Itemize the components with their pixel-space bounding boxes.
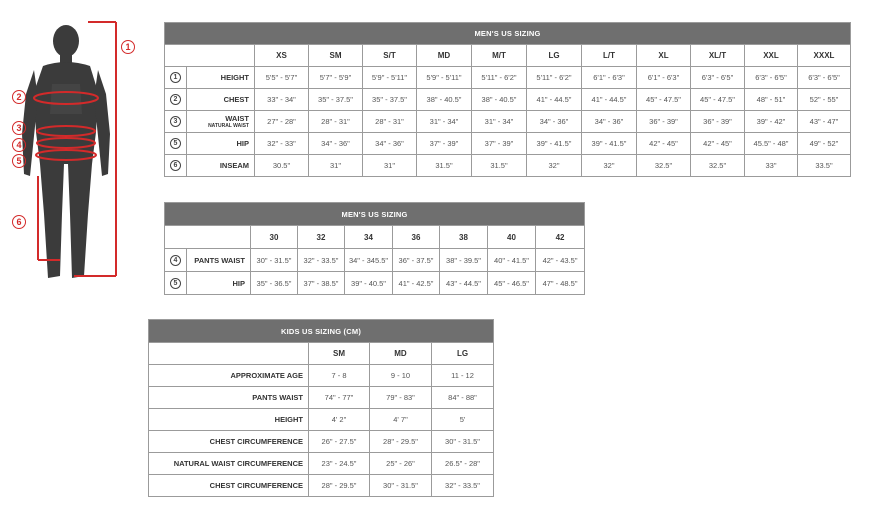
table-cell: 26" - 27.5" — [309, 431, 370, 453]
table-row — [149, 387, 494, 409]
row-label: HEIGHT — [187, 67, 255, 89]
table-cell: 43" - 44.5" — [440, 272, 488, 295]
size-header: SM — [309, 45, 363, 67]
row-label: CHEST — [187, 89, 255, 111]
table-row — [165, 133, 851, 155]
measure-number: 6 — [170, 160, 181, 171]
table-cell: 6'1" - 6'3" — [582, 67, 637, 89]
table-cell: 34" - 36" — [527, 111, 582, 133]
marker-2: 2 — [12, 90, 26, 104]
table-cell: 4' 7" — [370, 409, 432, 431]
table-cell: 36" - 39" — [637, 111, 691, 133]
marker-5: 5 — [12, 154, 26, 168]
mens-sizing-table — [164, 22, 851, 177]
table-row — [165, 89, 851, 111]
table-cell: 43" - 47" — [798, 111, 851, 133]
size-header: XS — [255, 45, 309, 67]
measure-number: 1 — [170, 72, 181, 83]
size-header: MD — [370, 343, 432, 365]
size-header: 42 — [536, 226, 585, 249]
mens-table-title: MEN'S US SIZING — [165, 23, 851, 45]
table-cell: 5'7" - 5'9" — [309, 67, 363, 89]
table-cell: 52" - 55" — [798, 89, 851, 111]
row-label: CHEST CIRCUMFERENCE — [149, 431, 309, 453]
table-row — [149, 409, 494, 431]
table-cell: 34" - 36" — [363, 133, 417, 155]
table-cell: 28" - 31" — [309, 111, 363, 133]
table-cell: 41" - 42.5" — [393, 272, 440, 295]
table-row — [165, 155, 851, 177]
table-cell: 45" - 47.5" — [637, 89, 691, 111]
table-cell: 47" - 48.5" — [536, 272, 585, 295]
table-cell: 30" - 31.5" — [370, 475, 432, 497]
table-cell: 34" - 345.5" — [345, 249, 393, 272]
size-header: XL — [637, 45, 691, 67]
marker-6: 6 — [12, 215, 26, 229]
table-cell: 31" - 34" — [472, 111, 527, 133]
table-cell: 42" - 43.5" — [536, 249, 585, 272]
row-label: NATURAL WAIST CIRCUMFERENCE — [149, 453, 309, 475]
kids-sizing-table — [148, 319, 494, 497]
table-cell: 31" — [309, 155, 363, 177]
table-cell: 45" - 46.5" — [488, 272, 536, 295]
table-cell: 38" - 39.5" — [440, 249, 488, 272]
kids-table-title: KIDS US SIZING (CM) — [149, 320, 494, 343]
table-row — [149, 431, 494, 453]
table-cell: 32" — [582, 155, 637, 177]
table-row — [165, 111, 851, 133]
table-cell: 36" - 39" — [691, 111, 745, 133]
table-cell: 5' — [432, 409, 494, 431]
marker-3: 3 — [12, 121, 26, 135]
table-cell: 5'9" - 5'11" — [363, 67, 417, 89]
table-cell: 39" - 40.5" — [345, 272, 393, 295]
size-header: XXXL — [798, 45, 851, 67]
table-cell: 31" - 34" — [417, 111, 472, 133]
table-cell: 36" - 37.5" — [393, 249, 440, 272]
table-cell: 6'3" - 6'5" — [691, 67, 745, 89]
table-cell: 84" - 88" — [432, 387, 494, 409]
size-header: L/T — [582, 45, 637, 67]
table-cell: 5'5" - 5'7" — [255, 67, 309, 89]
row-label-sub: NATURAL WAIST — [208, 122, 249, 129]
row-label: HIP — [187, 133, 255, 155]
row-label — [187, 111, 255, 133]
table-cell: 7 - 8 — [309, 365, 370, 387]
table-cell: 41" - 44.5" — [582, 89, 637, 111]
table-cell: 35" - 37.5" — [309, 89, 363, 111]
marker-1: 1 — [121, 40, 135, 54]
size-header: LG — [527, 45, 582, 67]
size-header: S/T — [363, 45, 417, 67]
table-cell: 37" - 39" — [472, 133, 527, 155]
table-cell: 42" - 45" — [637, 133, 691, 155]
size-header: XXL — [745, 45, 798, 67]
size-header: 30 — [251, 226, 298, 249]
table-row — [149, 475, 494, 497]
table-cell: 11 - 12 — [432, 365, 494, 387]
table-cell: 5'11" - 6'2" — [527, 67, 582, 89]
size-header: 32 — [298, 226, 345, 249]
row-label: HEIGHT — [149, 409, 309, 431]
table-cell: 9 - 10 — [370, 365, 432, 387]
table-cell: 32.5" — [691, 155, 745, 177]
table-cell: 34" - 36" — [309, 133, 363, 155]
mannequin-illustration — [8, 14, 148, 294]
size-header: M/T — [472, 45, 527, 67]
row-label-main: WAIST — [225, 113, 249, 123]
row-label: HIP — [187, 272, 251, 295]
table-cell: 39" - 41.5" — [582, 133, 637, 155]
table-cell: 45.5" - 48" — [745, 133, 798, 155]
table-cell: 35" - 37.5" — [363, 89, 417, 111]
table-cell: 6'3" - 6'5" — [798, 67, 851, 89]
row-label: CHEST CIRCUMFERENCE — [149, 475, 309, 497]
kids-size-header-row — [149, 343, 494, 365]
table-cell: 5'9" - 5'11" — [417, 67, 472, 89]
mens-pants-sizing-table — [164, 202, 585, 295]
table-cell: 32.5" — [637, 155, 691, 177]
table-cell: 33.5" — [798, 155, 851, 177]
table-cell: 39" - 42" — [745, 111, 798, 133]
table-cell: 30" - 31.5" — [251, 249, 298, 272]
table-row — [149, 453, 494, 475]
table-cell: 37" - 38.5" — [298, 272, 345, 295]
table-cell: 32" - 33.5" — [298, 249, 345, 272]
table-cell: 32" - 33" — [255, 133, 309, 155]
size-header: 40 — [488, 226, 536, 249]
table-cell: 39" - 41.5" — [527, 133, 582, 155]
row-label: PANTS WAIST — [187, 249, 251, 272]
table-cell: 45" - 47.5" — [691, 89, 745, 111]
table-row — [149, 365, 494, 387]
measure-number: 5 — [170, 278, 181, 289]
table-cell: 79" - 83" — [370, 387, 432, 409]
table-cell: 28" - 29.5" — [370, 431, 432, 453]
table-cell: 37" - 39" — [417, 133, 472, 155]
size-header: SM — [309, 343, 370, 365]
table-cell: 25" - 26" — [370, 453, 432, 475]
table-cell: 74" - 77" — [309, 387, 370, 409]
measure-number: 5 — [170, 138, 181, 149]
table-cell: 32" - 33.5" — [432, 475, 494, 497]
body-measurement-figure — [8, 14, 148, 294]
table-cell: 35" - 36.5" — [251, 272, 298, 295]
table-cell: 42" - 45" — [691, 133, 745, 155]
table-cell: 27" - 28" — [255, 111, 309, 133]
table-cell: 32" — [527, 155, 582, 177]
table-cell: 4' 2" — [309, 409, 370, 431]
marker-4: 4 — [12, 138, 26, 152]
table-cell: 30.5" — [255, 155, 309, 177]
table-row — [165, 67, 851, 89]
size-header: 34 — [345, 226, 393, 249]
table-cell: 33" — [745, 155, 798, 177]
table-cell: 41" - 44.5" — [527, 89, 582, 111]
size-header: LG — [432, 343, 494, 365]
size-header: 36 — [393, 226, 440, 249]
table-cell: 33" - 34" — [255, 89, 309, 111]
size-header: MD — [417, 45, 472, 67]
table-cell: 31.5" — [472, 155, 527, 177]
table-cell: 48" - 51" — [745, 89, 798, 111]
pants-size-header-row — [165, 226, 585, 249]
measure-number: 2 — [170, 94, 181, 105]
mens-size-header-row — [165, 45, 851, 67]
row-label: PANTS WAIST — [149, 387, 309, 409]
pants-table-title: MEN'S US SIZING — [165, 203, 585, 226]
table-cell: 31.5" — [417, 155, 472, 177]
table-cell: 31" — [363, 155, 417, 177]
table-cell: 34" - 36" — [582, 111, 637, 133]
table-cell: 26.5" - 28" — [432, 453, 494, 475]
table-cell: 40" - 41.5" — [488, 249, 536, 272]
table-cell: 30" - 31.5" — [432, 431, 494, 453]
table-cell: 28" - 29.5" — [309, 475, 370, 497]
table-cell: 38" - 40.5" — [472, 89, 527, 111]
table-cell: 23" - 24.5" — [309, 453, 370, 475]
row-label: APPROXIMATE AGE — [149, 365, 309, 387]
table-cell: 6'3" - 6'5" — [745, 67, 798, 89]
table-row — [165, 249, 585, 272]
size-header: XL/T — [691, 45, 745, 67]
table-cell: 6'1" - 6'3" — [637, 67, 691, 89]
size-header: 38 — [440, 226, 488, 249]
measure-number: 3 — [170, 116, 181, 127]
table-cell: 28" - 31" — [363, 111, 417, 133]
measure-number: 4 — [170, 255, 181, 266]
table-cell: 49" - 52" — [798, 133, 851, 155]
table-cell: 5'11" - 6'2" — [472, 67, 527, 89]
row-label: INSEAM — [187, 155, 255, 177]
table-row — [165, 272, 585, 295]
table-cell: 38" - 40.5" — [417, 89, 472, 111]
